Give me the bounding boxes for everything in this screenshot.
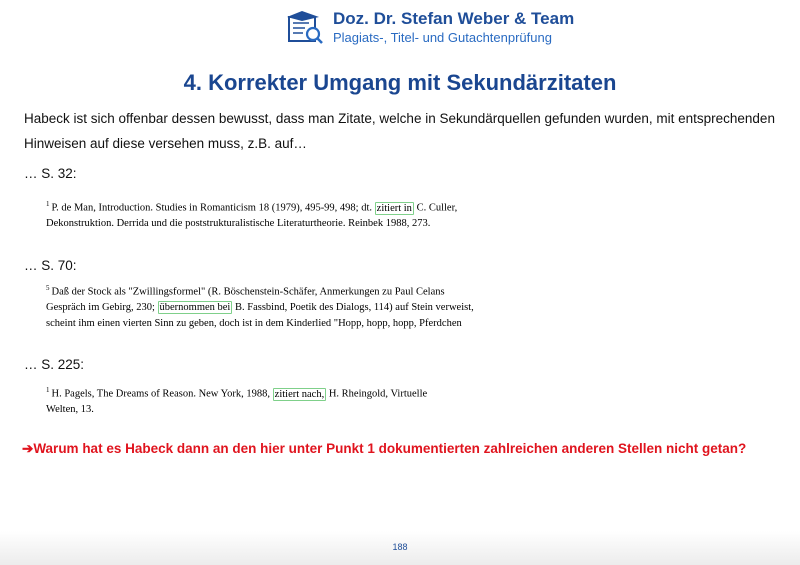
footnote-number: 1: [46, 386, 50, 394]
scanned-footnote: [46, 281, 486, 331]
footnote-text: Dekonstruktion. Derrida und die poststrukturalistische Literaturtheorie. Reinbek 1988, 273.: [46, 218, 431, 229]
page-reference: … S. 32:: [24, 166, 77, 181]
scanned-footnote: [46, 383, 486, 418]
brand-name: Doz. Dr. Stefan Weber & Team: [333, 9, 575, 28]
footnote-text: H. Pagels, The Dreams of Reason. New York, 1988,: [51, 388, 271, 400]
highlighted-phrase: zitiert nach,: [274, 388, 325, 400]
page-reference: … S. 225:: [24, 357, 85, 372]
intro-text: Habeck ist sich offenbar dessen bewusst, dass man Zitate, welche in Sekundärquellen gefunden wurden, mit entsprechenden Hinweisen auf diese versehen muss, z.B. auf…: [24, 111, 775, 151]
footnote-text: H. Rheingold, Virtuelle: [328, 388, 428, 400]
page-number: 188: [392, 542, 408, 552]
header: [285, 8, 585, 48]
scanned-footnote: [46, 197, 486, 232]
magnifier-document-icon: [285, 9, 325, 45]
conclusion-question: [22, 441, 746, 457]
footnote-text: P. de Man, Introduction. Studies in Romanticism 18 (1979), 495-99, 498; dt.: [51, 202, 373, 214]
footnote-text: C. Culler,: [416, 202, 458, 214]
footnote-text: B. Fassbind, Poetik des Dialogs, 114) auf Stein verweist,: [234, 302, 474, 313]
footnote-text: Welten, 13.: [46, 404, 94, 415]
footnote-text: Gespräch im Gebirg, 230;: [46, 302, 155, 313]
highlighted-phrase: übernommen bei: [159, 302, 231, 313]
slide-title: 4. Korrekter Umgang mit Sekundärzitaten: [183, 70, 617, 95]
brand-subtitle: Plagiats-, Titel- und Gutachtenprüfung: [333, 30, 552, 45]
footnote-text: scheint ihm einen vierten Sinn zu geben, doch ist in dem Kinderlied "Hopp, hopp, hopp, Pferdchen: [46, 317, 462, 329]
page-reference: … S. 70:: [24, 258, 77, 273]
highlighted-phrase: zitiert in: [376, 202, 412, 214]
footnote-text: Daß der Stock als "Zwillingsformel" (R. Böschenstein-Schäfer, Anmerkungen zu Paul Celans: [51, 286, 445, 298]
footnote-number: 5: [46, 284, 50, 292]
footnote-number: 1: [46, 200, 50, 208]
arrow-icon: ➔: [22, 441, 34, 456]
question-text: Warum hat es Habeck dann an den hier unter Punkt 1 dokumentierten zahlreichen anderen Stellen nicht getan?: [33, 441, 747, 456]
